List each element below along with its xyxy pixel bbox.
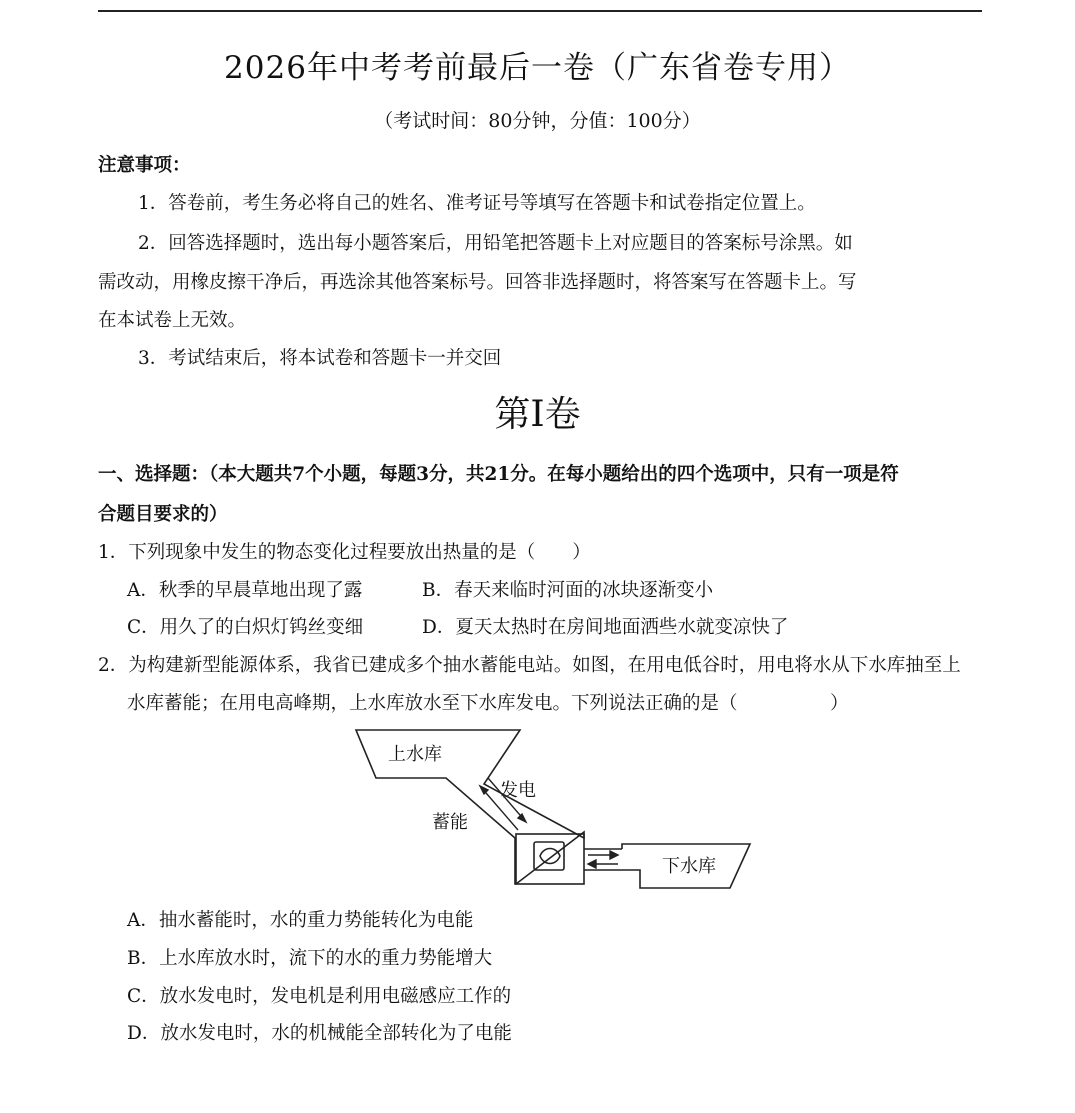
notice-item-1: 1．答卷前，考生务必将自己的姓名、准考证号等填写在答题卡和试卷指定位置上。	[138, 193, 816, 214]
generate-label: 发电	[500, 780, 536, 801]
tail-channel	[584, 849, 622, 870]
top-rule	[98, 10, 982, 12]
question-1-option-c: C．用久了的白炽灯钨丝变细	[127, 617, 364, 638]
store-arrow-head	[480, 786, 488, 794]
notice-item-2-line-3: 在本试卷上无效。	[98, 310, 247, 331]
store-label: 蓄能	[432, 812, 468, 833]
turbine-rotor-icon	[540, 849, 560, 864]
question-1-stem: 1．下列现象中发生的物态变化过程要放出热量的是（ ）	[98, 542, 591, 563]
question-2-option-c: C．放水发电时，发电机是利用电磁感应工作的	[127, 986, 512, 1007]
question-2-option-a: A．抽水蓄能时，水的重力势能转化为电能	[127, 910, 474, 931]
notice-item-2-line-1: 2．回答选择题时，选出每小题答案后，用铅笔把答题卡上对应题目的答案标号涂黑。如	[138, 233, 853, 254]
question-1-option-d: D．夏天太热时在房间地面洒些水就变凉快了	[422, 617, 789, 638]
flow-right-arrow-head	[610, 851, 618, 859]
lower-reservoir-label: 下水库	[662, 856, 716, 877]
generate-arrow-head	[518, 814, 526, 822]
notice-heading: 注意事项：	[98, 155, 191, 176]
question-2-option-b: B．上水库放水时，流下的水的重力势能增大	[127, 948, 493, 969]
exam-duration-score: （考试时间：80分钟，分值：100分）	[374, 110, 701, 132]
notice-item-2-line-2: 需改动，用橡皮擦干净后，再选涂其他答案标号。回答非选择题时，将答案写在答题卡上。写	[98, 272, 857, 293]
flow-left-arrow-head	[588, 860, 596, 868]
question-1-option-b: B．春天来临时河面的冰块逐渐变小	[422, 580, 714, 601]
question-2-option-d: D．放水发电时，水的机械能全部转化为了电能	[127, 1023, 512, 1044]
question-2-stem-line-1: 2．为构建新型能源体系，我省已建成多个抽水蓄能电站。如图，在用电低谷时，用电将水从下水库抽至上	[98, 655, 961, 676]
upper-reservoir-label: 上水库	[388, 744, 442, 765]
section-1-heading-line-2: 合题目要求的）	[98, 504, 228, 525]
question-2-stem-line-2: 水库蓄能；在用电高峰期，上水库放水至下水库发电。下列说法正确的是（ ）	[127, 693, 849, 714]
question-1-option-a: A．秋季的早晨草地出现了露	[127, 580, 363, 601]
section-1-heading-line-1: 一、选择题：（本大题共7个小题，每题3分，共21分。在每小题给出的四个选项中，只有一项是符	[98, 464, 899, 485]
volume-title: 第I卷	[494, 394, 581, 435]
pumped-storage-diagram	[350, 722, 760, 892]
notice-item-3: 3．考试结束后，将本试卷和答题卡一并交回	[138, 348, 502, 369]
page-title: 2026年中考考前最后一卷（广东省卷专用）	[224, 50, 851, 86]
